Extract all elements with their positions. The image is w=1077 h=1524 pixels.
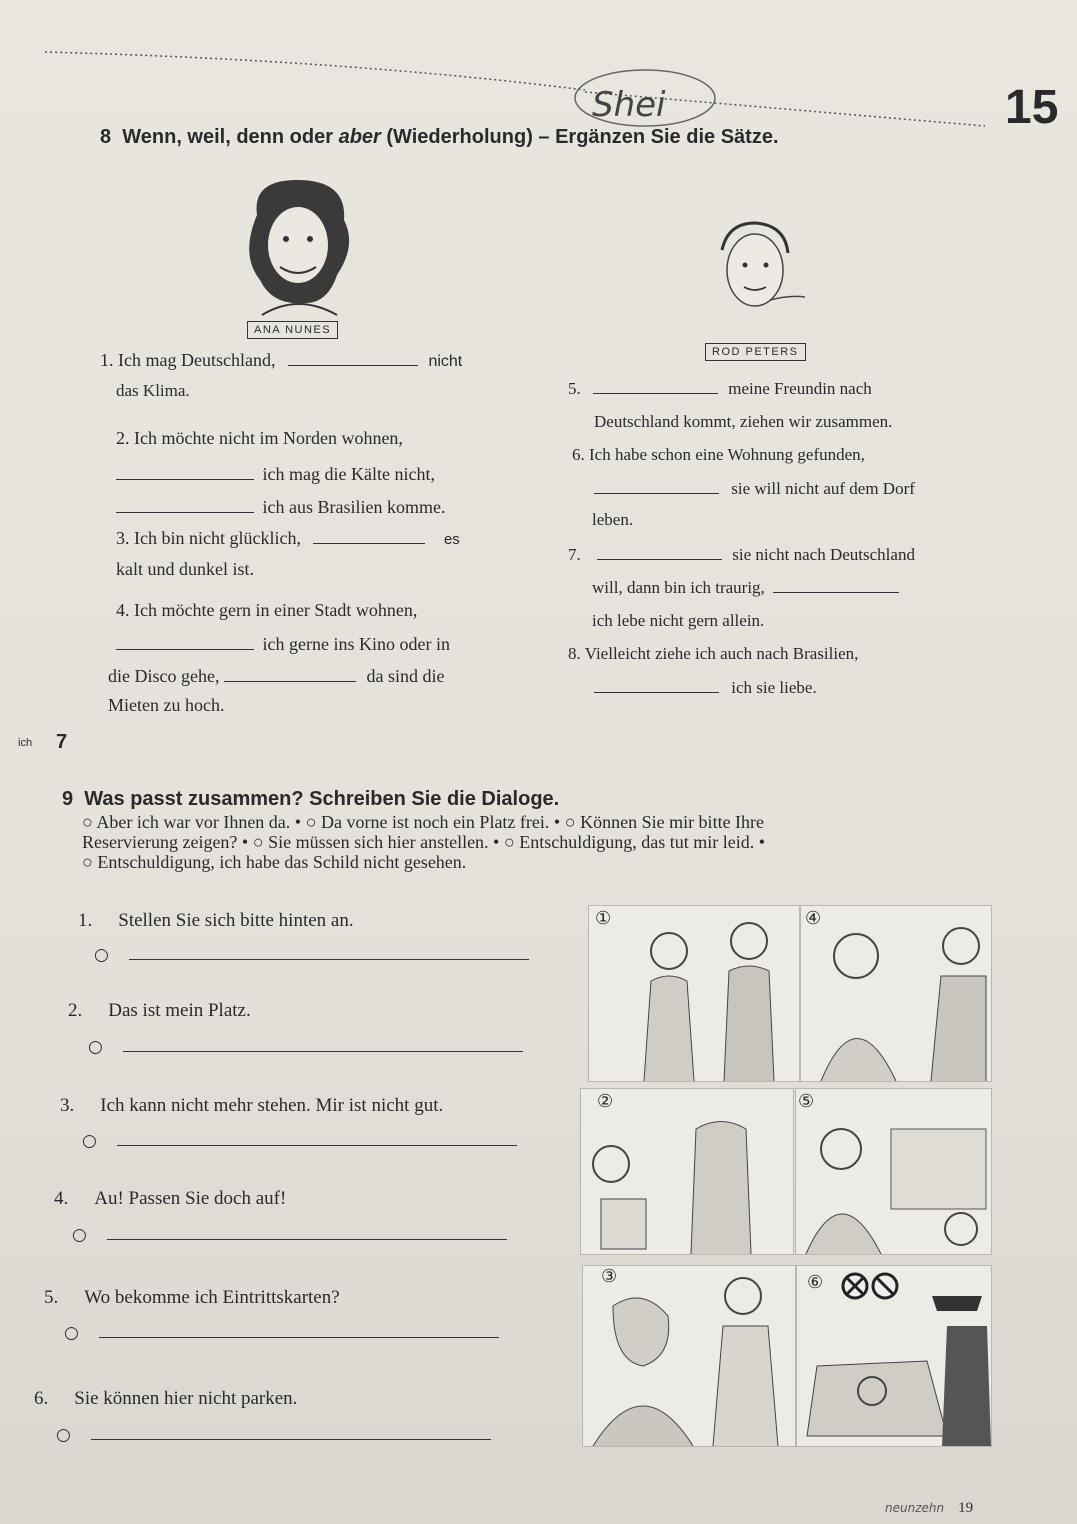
sentence-7-line-2 bbox=[592, 578, 899, 598]
illustration-5-ticket-line bbox=[795, 1088, 992, 1255]
tram-scene-icon bbox=[581, 1089, 793, 1254]
dialogue-2-number: 2. bbox=[68, 1000, 83, 1021]
dialogue-4-number: 4. bbox=[54, 1188, 69, 1209]
illustration-number-6: ⑥ bbox=[807, 1272, 824, 1292]
sentence-5-part-b: meine Freundin nach bbox=[728, 379, 872, 398]
illustration-4-crowd bbox=[800, 905, 992, 1082]
sentence-4-part-b: ich gerne ins Kino oder in bbox=[262, 634, 450, 654]
sentence-2-part-c: ich aus Brasilien komme. bbox=[262, 497, 446, 517]
queue-scene-icon bbox=[589, 906, 799, 1081]
blank-2b[interactable] bbox=[116, 511, 254, 513]
dialogue-4-text: Au! Passen Sie doch auf! bbox=[94, 1188, 287, 1209]
dialogue-1-number: 1. bbox=[78, 910, 93, 931]
answer-line-3[interactable] bbox=[117, 1144, 517, 1146]
sentence-1-part-b: nicht bbox=[428, 353, 463, 370]
phrase-pool-line-2: Reservierung zeigen? • ○ Sie müssen sich hier anstellen. • ○ Entschuldigung, das tut mir leid. • bbox=[82, 832, 766, 852]
sentence-5 bbox=[568, 379, 872, 399]
footer-page-number: 19 bbox=[958, 1500, 974, 1516]
answer-circle-icon: ○ bbox=[64, 1323, 79, 1343]
page-footer bbox=[885, 1500, 973, 1517]
illustration-3-couple bbox=[582, 1265, 796, 1447]
dialogue-2-text: Das ist mein Platz. bbox=[108, 1000, 251, 1021]
illustration-number-3: ③ bbox=[601, 1266, 618, 1286]
dialogue-6-answer bbox=[56, 1424, 491, 1446]
illustration-6-parking bbox=[796, 1265, 992, 1447]
sentence-6-cont: leben. bbox=[592, 510, 634, 529]
sentence-8-line-2 bbox=[594, 678, 817, 698]
sentence-4-part-c: die Disco gehe, bbox=[108, 666, 220, 686]
sentence-2-line-3 bbox=[116, 497, 445, 518]
page-number: 15 bbox=[1005, 81, 1059, 134]
sentence-8: 8. Vielleicht ziehe ich auch nach Brasilien, bbox=[568, 644, 859, 663]
dialogue-6-text: Sie können hier nicht parken. bbox=[74, 1388, 298, 1409]
sentence-1-part-a: 1. Ich mag Deutschland, bbox=[100, 350, 276, 370]
sentence-7-cont: ich lebe nicht gern allein. bbox=[592, 611, 765, 630]
sentence-4-line-3 bbox=[108, 666, 444, 687]
dialogue-3-text: Ich kann nicht mehr stehen. Mir ist nicht gut. bbox=[100, 1095, 444, 1116]
exercise-8-number: 8 bbox=[100, 126, 112, 148]
answer-line-2[interactable] bbox=[123, 1050, 523, 1052]
sentence-4: 4. Ich möchte gern in einer Stadt wohnen, bbox=[116, 600, 418, 620]
sentence-7-part-b: sie nicht nach Deutschland bbox=[732, 545, 915, 564]
crowd-scene-icon bbox=[801, 906, 991, 1081]
dialogue-2-answer bbox=[88, 1036, 523, 1058]
answer-circle-icon: ○ bbox=[82, 1131, 97, 1151]
answer-circle-icon: ○ bbox=[72, 1225, 87, 1245]
illustration-1-queue bbox=[588, 905, 800, 1082]
sentence-6-line-2 bbox=[594, 479, 915, 499]
phrase-pool-line-1: ○ Aber ich war vor Ihnen da. • ○ Da vorne ist noch ein Platz frei. • ○ Können Sie mir bitte Ihre bbox=[82, 812, 765, 832]
handwritten-name: Shei bbox=[592, 85, 666, 125]
blank-4b[interactable] bbox=[224, 680, 356, 682]
sentence-3-cont: kalt und dunkel ist. bbox=[116, 559, 254, 579]
sentence-2: 2. Ich möchte nicht im Norden wohnen, bbox=[116, 428, 403, 448]
footer-word: neunzehn bbox=[885, 1501, 945, 1515]
dialogue-1-prompt bbox=[78, 910, 354, 932]
blank-5[interactable] bbox=[593, 392, 718, 394]
dialogue-3-number: 3. bbox=[60, 1095, 75, 1116]
illustration-number-4: ④ bbox=[805, 908, 822, 928]
sentence-7-part-c: will, dann bin ich traurig, bbox=[592, 578, 765, 597]
blank-6[interactable] bbox=[594, 492, 719, 494]
sentence-3-part-b: es bbox=[443, 531, 460, 548]
illustration-number-2: ② bbox=[597, 1091, 614, 1111]
sentence-1-cont: das Klima. bbox=[116, 381, 190, 400]
blank-7b[interactable] bbox=[773, 591, 899, 593]
illustration-number-5: ⑤ bbox=[798, 1091, 815, 1111]
dialogue-3-answer bbox=[82, 1130, 517, 1152]
phrase-pool bbox=[82, 812, 962, 872]
header-dotted-line bbox=[45, 50, 985, 130]
sentence-5-cont: Deutschland kommt, ziehen wir zusammen. bbox=[594, 412, 893, 431]
answer-line-1[interactable] bbox=[129, 958, 529, 960]
sentence-3 bbox=[116, 528, 460, 549]
dialogue-5-number: 5. bbox=[44, 1287, 59, 1308]
answer-circle-icon: ○ bbox=[88, 1037, 103, 1057]
couple-scene-icon bbox=[583, 1266, 795, 1446]
side-tab-label: ich bbox=[18, 737, 33, 749]
sentence-3-part-a: 3. Ich bin nicht glücklich, bbox=[116, 528, 301, 548]
exercise-8-title-post: (Wiederholung) – Ergänzen Sie die Sätze. bbox=[380, 126, 779, 148]
blank-3[interactable] bbox=[313, 542, 425, 544]
blank-4a[interactable] bbox=[116, 648, 254, 650]
illustration-2-tram bbox=[580, 1088, 794, 1255]
answer-line-4[interactable] bbox=[107, 1238, 507, 1240]
sentence-2-line-2 bbox=[116, 464, 435, 485]
sentence-4-cont: Mieten zu hoch. bbox=[108, 695, 225, 715]
dialogue-3-prompt bbox=[60, 1095, 443, 1117]
exercise-8-title-aber: aber bbox=[338, 126, 381, 148]
sentence-6-part-b: sie will nicht auf dem Dorf bbox=[731, 479, 915, 498]
answer-circle-icon: ○ bbox=[94, 945, 109, 965]
ticket-line-scene-icon bbox=[796, 1089, 991, 1254]
sentence-2-part-b: ich mag die Kälte nicht, bbox=[262, 464, 435, 484]
sentence-7 bbox=[568, 545, 915, 565]
dialogue-5-prompt bbox=[44, 1287, 340, 1309]
label-rod-peters: ROD PETERS bbox=[705, 343, 806, 361]
sentence-4-part-d: da sind die bbox=[366, 666, 445, 686]
blank-1[interactable] bbox=[288, 364, 418, 366]
dialogue-2-prompt bbox=[68, 1000, 251, 1022]
dialogue-6-prompt bbox=[34, 1388, 297, 1410]
ana-nunes-portrait bbox=[232, 175, 367, 320]
sentence-8-part-b: ich sie liebe. bbox=[731, 678, 817, 697]
dialogue-6-number: 6. bbox=[34, 1388, 49, 1409]
parking-scene-icon bbox=[797, 1266, 991, 1446]
exercise-9-title bbox=[62, 788, 559, 811]
sentence-7-part-a: 7. bbox=[568, 545, 581, 564]
sentence-4-line-2 bbox=[116, 634, 450, 655]
rod-peters-portrait bbox=[700, 215, 810, 330]
dialogue-4-prompt bbox=[54, 1188, 286, 1210]
sentence-1 bbox=[100, 350, 462, 371]
blank-7a[interactable] bbox=[597, 558, 722, 560]
phrase-pool-line-3: ○ Entschuldigung, ich habe das Schild nicht gesehen. bbox=[82, 852, 467, 872]
dialogue-1-answer bbox=[94, 944, 529, 966]
answer-line-6[interactable] bbox=[91, 1438, 491, 1440]
blank-2a[interactable] bbox=[116, 478, 254, 480]
exercise-8-title-pre: Wenn, weil, denn oder bbox=[122, 126, 339, 148]
answer-circle-icon: ○ bbox=[56, 1425, 71, 1445]
exercise-9-title-text: Was passt zusammen? Schreiben Sie die Dialoge. bbox=[84, 788, 560, 810]
exercise-8-title bbox=[100, 126, 779, 149]
dialogue-5-answer bbox=[64, 1322, 499, 1344]
sentence-5-part-a: 5. bbox=[568, 379, 581, 398]
sentence-6: 6. Ich habe schon eine Wohnung gefunden, bbox=[572, 445, 865, 464]
dialogue-5-text: Wo bekomme ich Eintrittskarten? bbox=[84, 1287, 340, 1308]
dialogue-1-text: Stellen Sie sich bitte hinten an. bbox=[118, 910, 354, 931]
illustration-number-1: ① bbox=[595, 908, 612, 928]
exercise-9-number: 9 bbox=[62, 788, 74, 810]
dialogue-4-answer bbox=[72, 1224, 507, 1246]
label-ana-nunes: ANA NUNES bbox=[247, 321, 338, 339]
answer-line-5[interactable] bbox=[99, 1336, 499, 1338]
side-tab-number: 7 bbox=[56, 731, 68, 753]
blank-8[interactable] bbox=[594, 691, 719, 693]
